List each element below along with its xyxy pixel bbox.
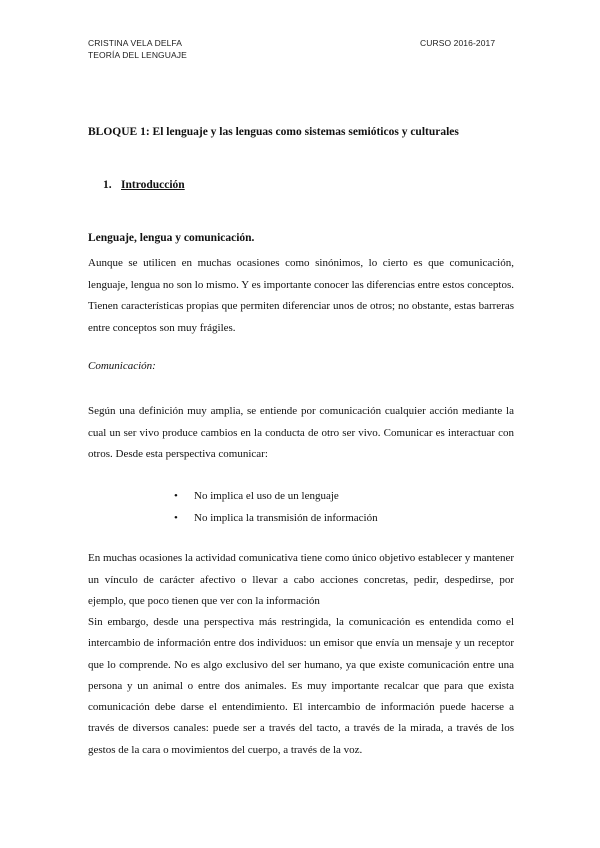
block-title: BLOQUE 1: El lenguaje y las lenguas como sistemas semióticos y culturales <box>88 126 459 138</box>
header-course: CURSO 2016-2017 <box>420 38 496 48</box>
list-item-text: No implica la transmisión de información <box>194 511 378 524</box>
header-left <box>88 37 187 61</box>
paragraph-activity: En muchas ocasiones la actividad comunicativa tiene como único objetivo establecer y mantener un vínculo de carácter afectivo o llevar a cabo acciones concretas, pedir, despedirse, por ejemplo, que poco tienen que ver con la información <box>88 552 514 607</box>
header-author: CRISTINA VELA DELFA <box>88 38 183 48</box>
paragraph-intro: Aunque se utilicen en muchas ocasiones como sinónimos, lo cierto es que comunicación, lenguaje, lengua no son lo mismo. Y es importante conocer las diferencias entre estos conceptos. Tienen características propias que permiten diferenciar unos de otros; no obstante, estas barreras entre conceptos son muy frágiles. <box>88 257 514 334</box>
bullet-icon: • <box>174 511 178 524</box>
comunicacion-heading: Comunicación: <box>88 360 156 372</box>
paragraph-definition: Según una definición muy amplia, se entiende por comunicación cualquier acción mediante la cual un ser vivo produce cambios en la conducta de otro ser vivo. Comunicar es interactuar con otros. Desde esta perspectiva comunicar: <box>88 405 514 460</box>
header-subject: TEORÍA DEL LENGUAJE <box>88 50 187 60</box>
bullet-list <box>174 486 378 529</box>
bullet-icon: • <box>174 490 178 502</box>
paragraph-restricted: Sin embargo, desde una perspectiva más restringida, la comunicación es entendida como el intercambio de información entre dos individuos: un emisor que envía un mensaje y un receptor que lo comprende. No es algo exclusivo del ser humano, ya que existe comunicación entre una persona y un animal o entre dos animales. Es muy importante recalcar que para que exista comunicación debe darse el entendimiento. El intercambio de información puede hacerse a través de diversos canales: puede ser a través del tacto, a través de la mirada, a través de los gestos de la cara o movimientos del cuerpo, a través de la voz. <box>88 616 514 756</box>
section-number: 1. <box>103 179 112 191</box>
subheading: Lenguaje, lengua y comunicación. <box>88 232 255 244</box>
list-item <box>174 486 378 508</box>
section-heading <box>103 179 185 191</box>
list-item-text: No implica el uso de un lenguaje <box>194 490 339 502</box>
list-item <box>174 508 378 530</box>
section-title: Introducción <box>121 179 185 191</box>
